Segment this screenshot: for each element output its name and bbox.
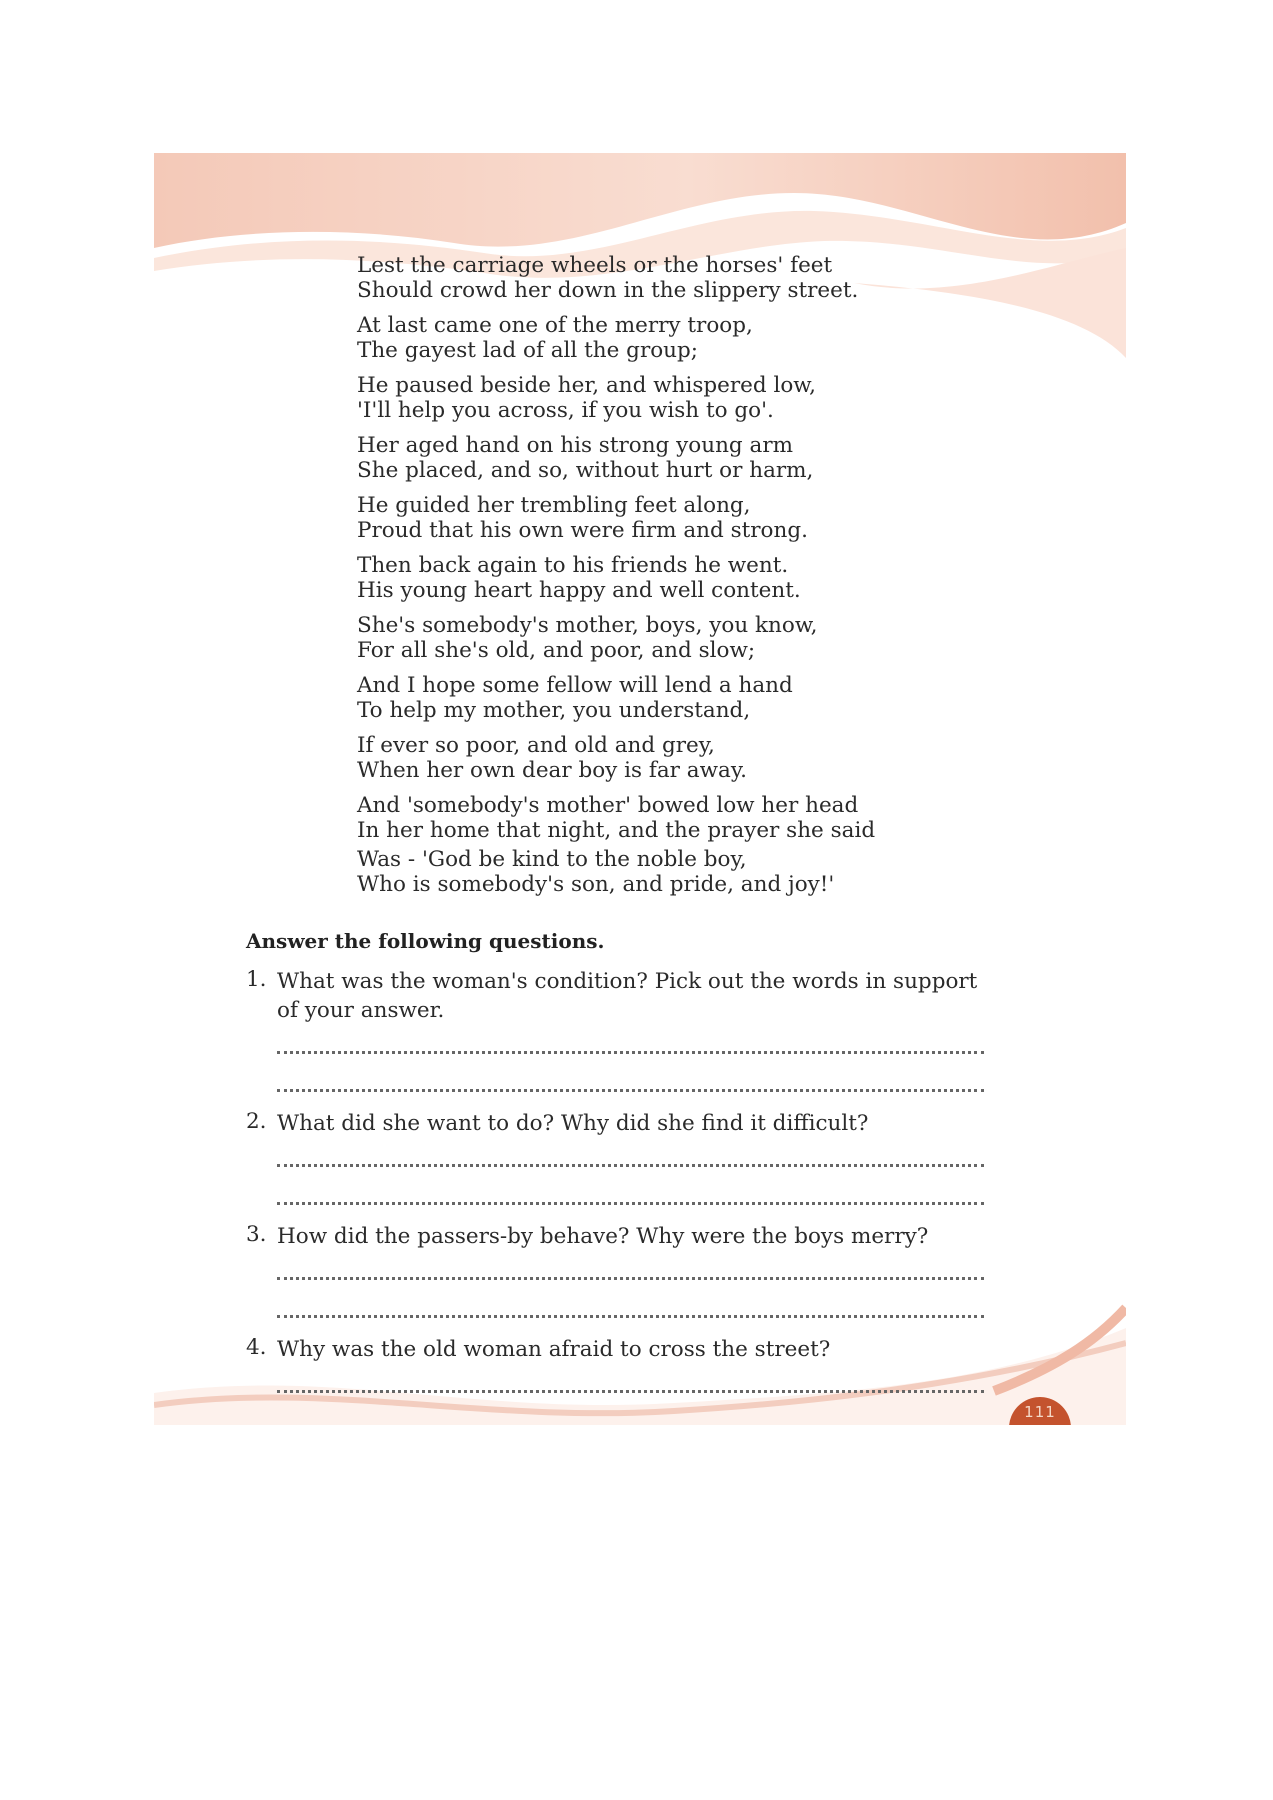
poem-line: Should crowd her down in the slippery street. [357, 278, 859, 303]
answer-line[interactable] [277, 1280, 984, 1318]
poem-line: In her home that night, and the prayer she said [357, 818, 876, 843]
poem-line: For all she's old, and poor, and slow; [357, 638, 756, 663]
poem-line: Who is somebody's son, and pride, and joy!' [357, 872, 835, 897]
answer-line[interactable] [277, 1025, 984, 1054]
answer-line[interactable] [277, 1251, 984, 1280]
question-number: 3. [246, 1222, 267, 1247]
poem-line: He guided her trembling feet along, [357, 493, 751, 518]
question-text: What was the woman's condition? Pick out the words in support of your answer. [277, 969, 978, 1023]
poem-line: And I hope some fellow will lend a hand [357, 673, 793, 698]
poem-line: She placed, and so, without hurt or harm, [357, 458, 814, 483]
page-number-badge: 111 [1009, 1397, 1071, 1425]
question-item [246, 1335, 990, 1425]
question-item [246, 967, 990, 1092]
poem-line: When her own dear boy is far away. [357, 758, 747, 783]
stanza [357, 847, 917, 897]
poem-line: To help my mother, you understand, [357, 698, 751, 723]
stanza [357, 673, 917, 723]
answer-line[interactable] [277, 1054, 984, 1092]
answer-line[interactable] [277, 1364, 984, 1393]
question-item [246, 1222, 990, 1318]
poem [357, 253, 917, 907]
question-text: How did the passers-by behave? Why were the boys merry? [277, 1224, 929, 1249]
stanza [357, 253, 917, 303]
stanza [357, 493, 917, 543]
poem-line: Then back again to his friends he went. [357, 553, 789, 578]
poem-line: The gayest lad of all the group; [357, 338, 699, 363]
question-text: What did she want to do? Why did she find it difficult? [277, 1111, 869, 1136]
question-item [246, 1109, 990, 1205]
stanza [357, 373, 917, 423]
stanza [357, 733, 917, 783]
poem-line: Proud that his own were firm and strong. [357, 518, 808, 543]
questions-heading: Answer the following questions. [246, 929, 605, 953]
question-text: Why was the old woman afraid to cross the street? [277, 1337, 831, 1362]
poem-line: If ever so poor, and old and grey, [357, 733, 715, 758]
stanza [357, 793, 917, 843]
question-number: 4. [246, 1335, 267, 1360]
poem-line: And 'somebody's mother' bowed low her head [357, 793, 859, 818]
poem-line: Her aged hand on his strong young arm [357, 433, 794, 458]
poem-line: 'I'll help you across, if you wish to go'. [357, 398, 774, 423]
answer-line[interactable] [277, 1167, 984, 1205]
poem-line: His young heart happy and well content. [357, 578, 801, 603]
poem-line: Was - 'God be kind to the noble boy, [357, 847, 747, 872]
stanza [357, 553, 917, 603]
question-number: 1. [246, 967, 267, 992]
stanza [357, 313, 917, 363]
poem-line: He paused beside her, and whispered low, [357, 373, 816, 398]
poem-line: Lest the carriage wheels or the horses' feet [357, 253, 833, 278]
questions-section [246, 929, 990, 1425]
stanza [357, 433, 917, 483]
textbook-page [154, 153, 1126, 1425]
poem-line: She's somebody's mother, boys, you know, [357, 613, 818, 638]
answer-line[interactable] [277, 1393, 984, 1425]
poem-line: At last came one of the merry troop, [357, 313, 753, 338]
stanza [357, 613, 917, 663]
question-number: 2. [246, 1109, 267, 1134]
answer-line[interactable] [277, 1138, 984, 1167]
